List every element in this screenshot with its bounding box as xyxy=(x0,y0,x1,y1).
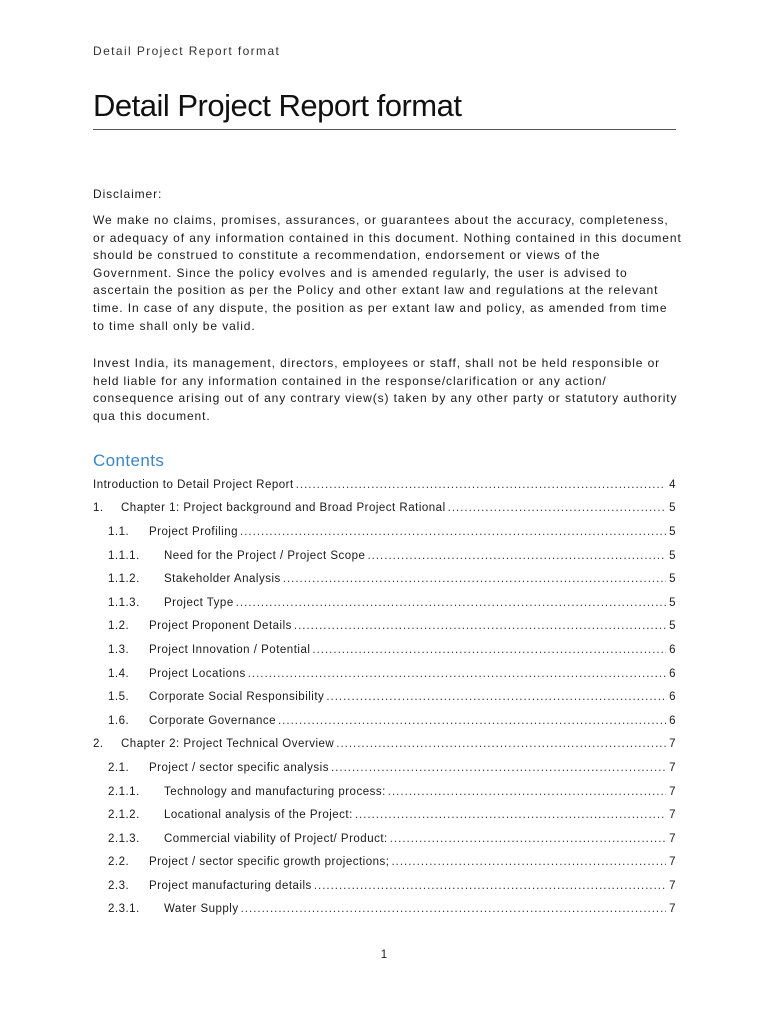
toc-entry[interactable] xyxy=(93,780,676,804)
toc-entry-page: 5 xyxy=(669,596,676,609)
toc-entry[interactable] xyxy=(93,520,676,544)
toc-dot-leader xyxy=(331,762,666,774)
disclaimer-paragraph-2: Invest India, its management, directors, employees or staff, shall not be held responsible or held liable for any information contained in the response/clarification or any action/ consequence arising out of any contrary view(s) taken by any other party or statutory authority qua this document. xyxy=(93,356,678,423)
toc-entry-title: Water Supply xyxy=(164,903,239,916)
toc-entry[interactable] xyxy=(93,591,676,615)
toc-entry-number: 2.1.3. xyxy=(108,832,140,845)
toc-entry-number: 1.3. xyxy=(108,643,130,656)
toc-dot-leader xyxy=(296,479,666,491)
toc-entry-title: Project Profiling xyxy=(149,525,239,538)
contents-heading: Contents xyxy=(93,451,165,470)
toc-dot-leader xyxy=(294,620,666,632)
toc-dot-leader xyxy=(248,668,666,680)
toc-dot-leader xyxy=(390,833,666,845)
toc-entry-title: Project Proponent Details xyxy=(149,620,292,633)
toc-entry-title: Commercial viability of Project/ Product: xyxy=(164,832,388,845)
toc-dot-leader xyxy=(283,573,666,585)
toc-dot-leader xyxy=(240,526,666,538)
toc-entry-title: Chapter 2: Project Technical Overview xyxy=(121,738,335,751)
toc-entry[interactable] xyxy=(93,803,676,827)
toc-entry[interactable] xyxy=(93,874,676,898)
toc-entry-title: Locational analysis of the Project: xyxy=(164,809,353,822)
title-underline xyxy=(93,129,676,130)
toc-entry-title: Project / sector specific analysis xyxy=(149,761,329,774)
toc-entry-title: Stakeholder Analysis xyxy=(164,573,281,586)
toc-entry[interactable] xyxy=(93,638,676,662)
toc-entry-page: 7 xyxy=(669,738,676,751)
toc-entry-page: 5 xyxy=(669,502,676,515)
toc-entry-title: Need for the Project / Project Scope xyxy=(164,549,366,562)
disclaimer-label: Disclaimer: xyxy=(93,187,163,201)
toc-entry-title: Project manufacturing details xyxy=(149,879,312,892)
toc-dot-leader xyxy=(314,880,666,892)
page-number: 1 xyxy=(380,949,388,961)
toc-entry-page: 5 xyxy=(669,620,676,633)
toc-dot-leader xyxy=(448,502,666,514)
toc-entry-number: 1.4. xyxy=(108,667,130,680)
toc-entry-title: Introduction to Detail Project Report xyxy=(93,478,294,491)
toc-entry-number: 2.3. xyxy=(108,879,130,892)
toc-dot-leader xyxy=(367,550,666,562)
toc-entry-title: Chapter 1: Project background and Broad Project Rational xyxy=(121,502,446,515)
toc-entry-title: Corporate Governance xyxy=(149,714,276,727)
toc-entry-page: 5 xyxy=(669,549,676,562)
toc-entry-number: 1.2. xyxy=(108,620,130,633)
toc-entry-page: 7 xyxy=(669,785,676,798)
toc-entry-title: Corporate Social Responsibility xyxy=(149,691,325,704)
toc-entry-number: 2. xyxy=(93,738,104,751)
toc-entry-title: Project Innovation / Potential xyxy=(149,643,311,656)
toc-dot-leader xyxy=(388,786,666,798)
toc-entry-page: 7 xyxy=(669,832,676,845)
toc-entry[interactable] xyxy=(93,615,676,639)
table-of-contents xyxy=(93,473,676,921)
toc-entry-page: 7 xyxy=(669,879,676,892)
toc-entry[interactable] xyxy=(93,709,676,733)
toc-entry-page: 6 xyxy=(669,714,676,727)
toc-entry[interactable] xyxy=(93,827,676,851)
toc-entry-number: 2.2. xyxy=(108,856,130,869)
toc-entry-number: 2.1.1. xyxy=(108,785,140,798)
toc-dot-leader xyxy=(326,691,666,703)
toc-entry-title: Technology and manufacturing process: xyxy=(164,785,386,798)
toc-entry-number: 1.5. xyxy=(108,691,130,704)
running-header: Detail Project Report format xyxy=(93,44,281,58)
toc-entry[interactable] xyxy=(93,567,676,591)
disclaimer-paragraph-1: We make no claims, promises, assurances, or guarantees about the accuracy, completeness, or adequacy of any information contained in this document. Nothing contained in this document should be construed to constitute a recommendation, endorsement or views of the Government. Since the policy evolves and is amended regularly, the user is advised to ascertain the position as per the Policy and other extant law and regulations at the relevant time. In case of any dispute, the position as per extant law and policy, as amended from time to time shall only be valid. xyxy=(93,213,682,333)
toc-entry-page: 5 xyxy=(669,573,676,586)
toc-dot-leader xyxy=(336,738,666,750)
toc-entry-title: Project Type xyxy=(164,596,234,609)
toc-entry-number: 1.1.1. xyxy=(108,549,140,562)
toc-entry-number: 2.3.1. xyxy=(108,903,140,916)
toc-entry[interactable] xyxy=(93,685,676,709)
toc-dot-leader xyxy=(236,597,666,609)
toc-entry-number: 1.1.2. xyxy=(108,573,140,586)
toc-entry-number: 1. xyxy=(93,502,104,515)
toc-entry-number: 2.1. xyxy=(108,761,130,774)
toc-entry-page: 7 xyxy=(669,809,676,822)
toc-entry-page: 6 xyxy=(669,691,676,704)
toc-entry-title: Project / sector specific growth projections; xyxy=(149,856,390,869)
toc-entry-page: 4 xyxy=(669,478,676,491)
toc-entry-number: 1.1.3. xyxy=(108,596,140,609)
toc-entry[interactable] xyxy=(93,733,676,757)
toc-entry-number: 1.6. xyxy=(108,714,130,727)
toc-entry[interactable] xyxy=(93,544,676,568)
toc-entry-number: 2.1.2. xyxy=(108,809,140,822)
toc-entry-title: Project Locations xyxy=(149,667,246,680)
toc-dot-leader xyxy=(278,715,666,727)
toc-dot-leader xyxy=(391,856,666,868)
toc-entry[interactable] xyxy=(93,756,676,780)
toc-dot-leader xyxy=(241,903,666,915)
toc-entry-number: 1.1. xyxy=(108,525,130,538)
toc-entry-page: 5 xyxy=(669,525,676,538)
toc-dot-leader xyxy=(355,809,666,821)
toc-entry[interactable] xyxy=(93,662,676,686)
toc-entry[interactable] xyxy=(93,851,676,875)
toc-entry-page: 6 xyxy=(669,643,676,656)
toc-entry-page: 7 xyxy=(669,903,676,916)
toc-dot-leader xyxy=(312,644,666,656)
document-title: Detail Project Report format xyxy=(93,88,462,123)
toc-entry[interactable] xyxy=(93,497,676,521)
toc-entry[interactable] xyxy=(93,898,676,922)
toc-entry-page: 7 xyxy=(669,856,676,869)
toc-entry-page: 7 xyxy=(669,761,676,774)
toc-entry[interactable] xyxy=(93,473,676,497)
toc-entry-page: 6 xyxy=(669,667,676,680)
